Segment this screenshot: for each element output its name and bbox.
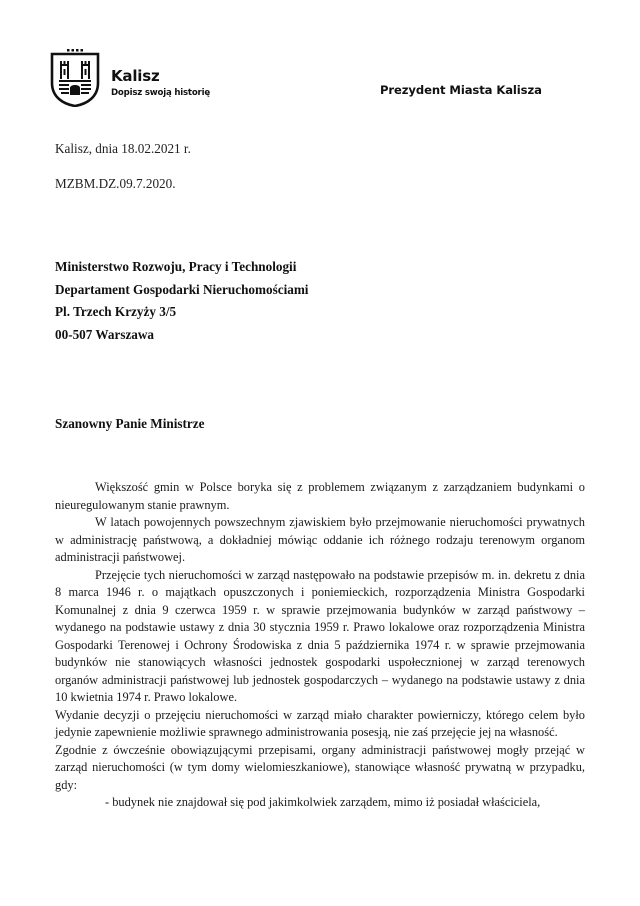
reference-number: MZBM.DZ.09.7.2020.: [55, 176, 176, 191]
body-paragraph: Zgodnie z ówcześnie obowiązującymi przepisami, organy administracji państwowej mogły przejąć w zarząd nieruchomości (w tym domy wielomieszkaniowe), stanowiące własność prywatną w przypadku, gdy:: [55, 742, 585, 792]
brand-tagline: Dopisz swoją historię: [111, 88, 210, 98]
office-title: Prezydent Miasta Kalisza: [380, 83, 542, 97]
recipient-line-department: Departament Gospodarki Nieruchomościami: [55, 281, 309, 297]
recipient-line-street: Pl. Trzech Krzyży 3/5: [55, 304, 177, 319]
letter-body: [55, 479, 585, 812]
list-item: - budynek nie znajdował się pod jakimkolwiek zarządem, mimo iż posiadał właściciela,: [105, 795, 541, 809]
body-paragraph: Wydanie decyzji o przejęciu nieruchomości w zarząd miało charakter powierniczy, którego celem było jedynie zapewnienie możliwie sprawnego administrowania posesją, nie zaś przejęcie jej na własność.: [55, 707, 585, 739]
salutation: Szanowny Panie Ministrze: [55, 416, 205, 431]
recipient-line-ministry: Ministerstwo Rozwoju, Pracy i Technologii: [55, 259, 297, 274]
kalisz-coat-of-arms-shield-icon: [49, 49, 101, 107]
recipient-line-city: 00-507 Warszawa: [55, 326, 155, 342]
body-paragraph: Większość gmin w Polsce boryka się z problemem związanym z zarządzaniem budynkami o nieuregulowanym stanie prawnym.: [55, 480, 585, 512]
body-paragraph: Przejęcie tych nieruchomości w zarząd następowało na podstawie przepisów m. in. dekretu z dnia 8 marca 1946 r. o majątkach opuszczonych i poniemieckich, rozporządzenia Ministra Gospodarki Komunalnej z dnia 9 czerwca 1959 r. w sprawie przejmowania budynków w zarząd państwowy – wydanego na podstawie ustawy z dnia 30 stycznia 1959 r. Prawo lokalowe oraz rozporządzenia Ministra Gospodarki Terenowej i Ochrony Środowiska z dnia 5 października 1974 r. w sprawie przejmowania budynków nie stanowiących własności jednostek gospodarki uspołecznionej w zarząd terenowych organów administracji państwowej lub jednostek gospodarczych – wydanego na podstawie ustawy z dnia 10 kwietnia 1974 r. Prawo lokalowe.: [55, 567, 585, 704]
date-line: Kalisz, dnia 18.02.2021 r.: [55, 141, 191, 156]
recipient-address-block: [55, 256, 308, 346]
body-paragraph: W latach powojennych powszechnym zjawiskiem było przejmowanie nieruchomości prywatnych w administrację państwową, a dokładniej mówiąc oddanie ich różnego rodzaju terenowym organom administracji państwowej.: [55, 515, 585, 564]
brand-name: Kalisz: [111, 67, 160, 85]
